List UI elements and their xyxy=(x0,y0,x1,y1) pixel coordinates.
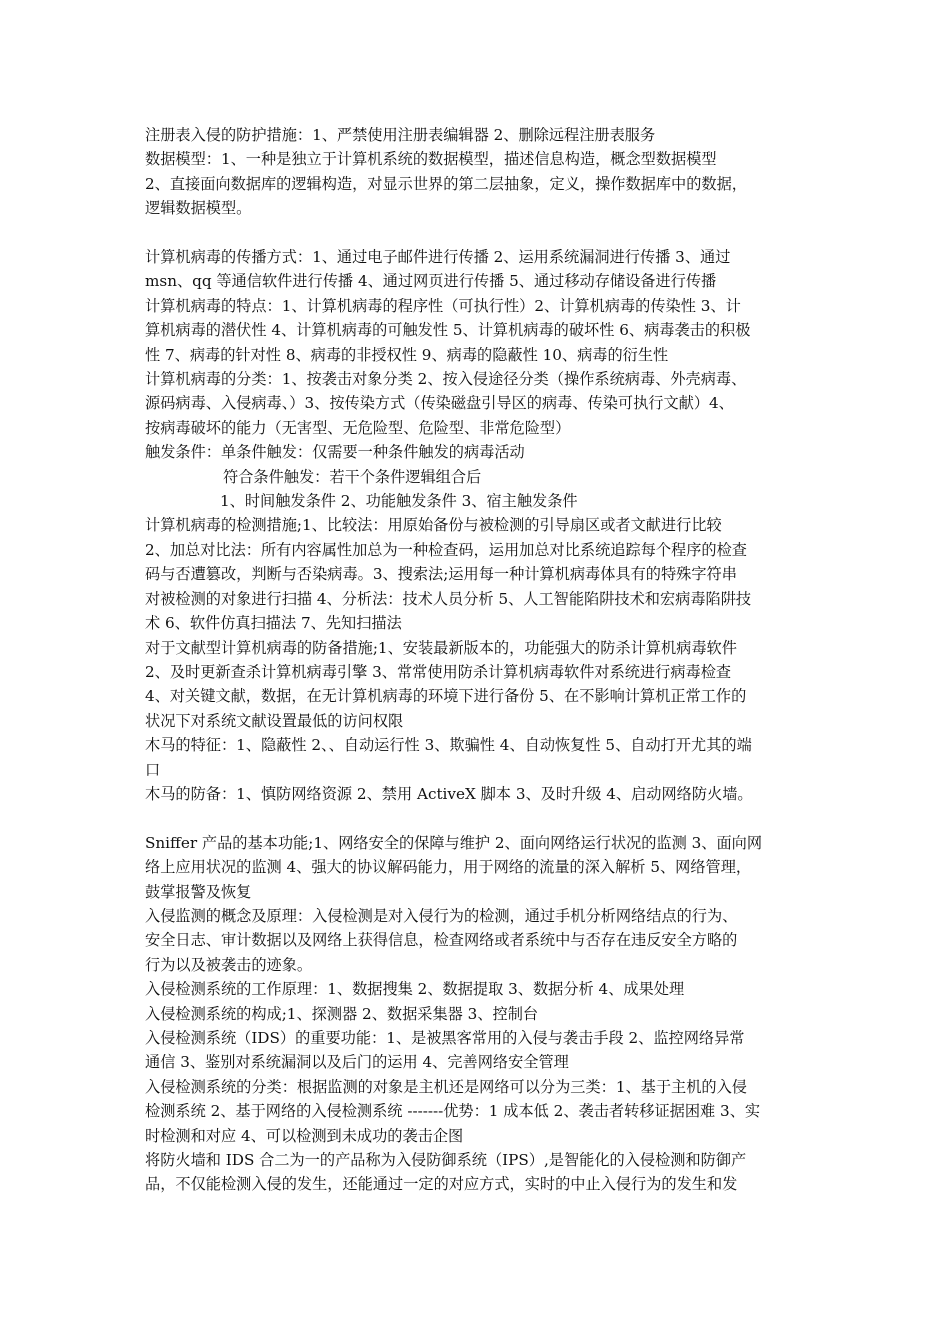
text-line: 计算机病毒的传播方式：1、通过电子邮件进行传播 2、运用系统漏洞进行传播 3、通过 xyxy=(145,248,731,267)
text-line: 口 xyxy=(145,760,161,779)
text-line: 码与否遭篡改，判断与否染病毒。3、搜索法;运用每一种计算机病毒体具有的特殊字符串 xyxy=(145,565,737,584)
text-line: 对于文献型计算机病毒的防备措施;1、安装最新版本的，功能强大的防杀计算机病毒软件 xyxy=(145,638,737,657)
text-line: 安全日志、审计数据以及网络上获得信息，检查网络或者系统中与否存在违反安全方略的 xyxy=(145,931,738,950)
blank-line xyxy=(145,806,813,830)
text-line: 木马的防备：1、慎防网络资源 2、禁用 ActiveX 脚本 3、及时升级 4、启动网络防火墙。 xyxy=(145,784,753,803)
text-line: 2、加总对比法：所有内容属性加总为一种检查码，运用加总对比系统追踪每个程序的检查 xyxy=(145,540,747,559)
text-line: 触发条件：单条件触发：仅需要一种条件触发的病毒活动 xyxy=(145,443,525,462)
text-line: 入侵监测的概念及原理：入侵检测是对入侵行为的检测，通过手机分析网络结点的行为、 xyxy=(145,906,738,925)
text-line: msn、qq 等通信软件进行传播 4、通过网页进行传播 5、通过移动存储设备进行传播 xyxy=(145,272,717,291)
text-line: 逻辑数据模型。 xyxy=(145,199,252,218)
text-line: 对被检测的对象进行扫描 4、分析法：技术人员分析 5、人工智能陷阱技术和宏病毒陷阱技 xyxy=(145,589,752,608)
text-line-indented: 符合条件触发：若干个条件逻辑组合后 xyxy=(223,467,482,486)
text-line: 按病毒破坏的能力（无害型、无危险型、危险型、非常危险型） xyxy=(145,418,571,437)
text-line: 源码病毒、入侵病毒、）3、按传染方式（传染磁盘引导区的病毒、传染可执行文献）4、 xyxy=(145,394,734,413)
text-line-indented: 1、时间触发条件 2、功能触发条件 3、宿主触发条件 xyxy=(220,492,578,511)
blank-line xyxy=(145,221,813,245)
text-line: 状况下对系统文献设置最低的访问权限 xyxy=(145,711,404,730)
text-line: 术 6、软件仿真扫描法 7、先知扫描法 xyxy=(145,614,402,633)
text-line: 入侵检测系统的工作原理：1、数据搜集 2、数据提取 3、数据分析 4、成果处理 xyxy=(145,980,685,999)
text-line: 算机病毒的潜伏性 4、计算机病毒的可触发性 5、计算机病毒的破坏性 6、病毒袭击的积极 xyxy=(145,321,751,340)
text-line: 2、直接面向数据库的逻辑构造，对显示世界的第二层抽象，定义，操作数据库中的数据， xyxy=(145,174,747,193)
text-line: Sniffer 产品的基本功能;1、网络安全的保障与维护 2、面向网络运行状况的监测 3、面向网 xyxy=(145,833,763,852)
text-line: 检测系统 2、基于网络的入侵检测系统 -------优势：1 成本低 2、袭击者转移证据困难 3、实 xyxy=(145,1102,761,1121)
text-line: 时检测和对应 4、可以检测到未成功的袭击企图 xyxy=(145,1126,464,1145)
text-line: 4、对关键文献，数据，在无计算机病毒的环境下进行备份 5、在不影响计算机正常工作的 xyxy=(145,687,747,706)
text-line: 入侵检测系统（IDS）的重要功能：1、是被黑客常用的入侵与袭击手段 2、监控网络异常 xyxy=(145,1029,745,1047)
text-line: 2、及时更新查杀计算机病毒引擎 3、常常使用防杀计算机病毒软件对系统进行病毒检查 xyxy=(145,662,732,681)
text-line: 计算机病毒的分类：1、按袭击对象分类 2、按入侵途径分类（操作系统病毒、外壳病毒、 xyxy=(145,370,747,389)
text-line: 数据模型：1、一种是独立于计算机系统的数据模型，描述信息构造，概念型数据模型 xyxy=(145,150,717,169)
text-line: 将防火墙和 IDS 合二为一的产品称为入侵防御系统（IPS）,是智能化的入侵检测和防御产 xyxy=(145,1151,747,1170)
text-line: 品，不仅能检测入侵的发生，还能通过一定的对应方式，实时的中止入侵行为的发生和发 xyxy=(145,1175,738,1194)
text-line: 络上应用状况的监测 4、强大的协议解码能力，用于网络的流量的深入解析 5、网络管理， xyxy=(145,858,752,877)
text-line: 鼓掌报警及恢复 xyxy=(145,882,252,901)
text-line: 入侵检测系统的构成;1、探测器 2、数据采集器 3、控制台 xyxy=(145,1004,539,1023)
text-line: 木马的特征：1、隐蔽性 2、、自动运行性 3、欺骗性 4、自动恢复性 5、自动打开尤其的端 xyxy=(145,736,752,755)
text-line: 通信 3、鉴别对系统漏洞以及后门的运用 4、完善网络安全管理 xyxy=(145,1053,569,1072)
text-line: 行为以及被袭击的迹象。 xyxy=(145,955,313,974)
document-body xyxy=(145,123,813,1197)
text-line: 入侵检测系统的分类：根据监测的对象是主机还是网络可以分为三类：1、基于主机的入侵 xyxy=(145,1077,747,1096)
text-line: 注册表入侵的防护措施：1、严禁使用注册表编辑器 2、删除远程注册表服务 xyxy=(145,126,656,144)
text-line: 计算机病毒的特点：1、计算机病毒的程序性（可执行性）2、计算机病毒的传染性 3、计 xyxy=(145,296,741,315)
text-line: 性 7、病毒的针对性 8、病毒的非授权性 9、病毒的隐蔽性 10、病毒的衍生性 xyxy=(145,345,669,364)
text-line: 计算机病毒的检测措施;1、比较法：用原始备份与被检测的引导扇区或者文献进行比较 xyxy=(145,516,722,535)
